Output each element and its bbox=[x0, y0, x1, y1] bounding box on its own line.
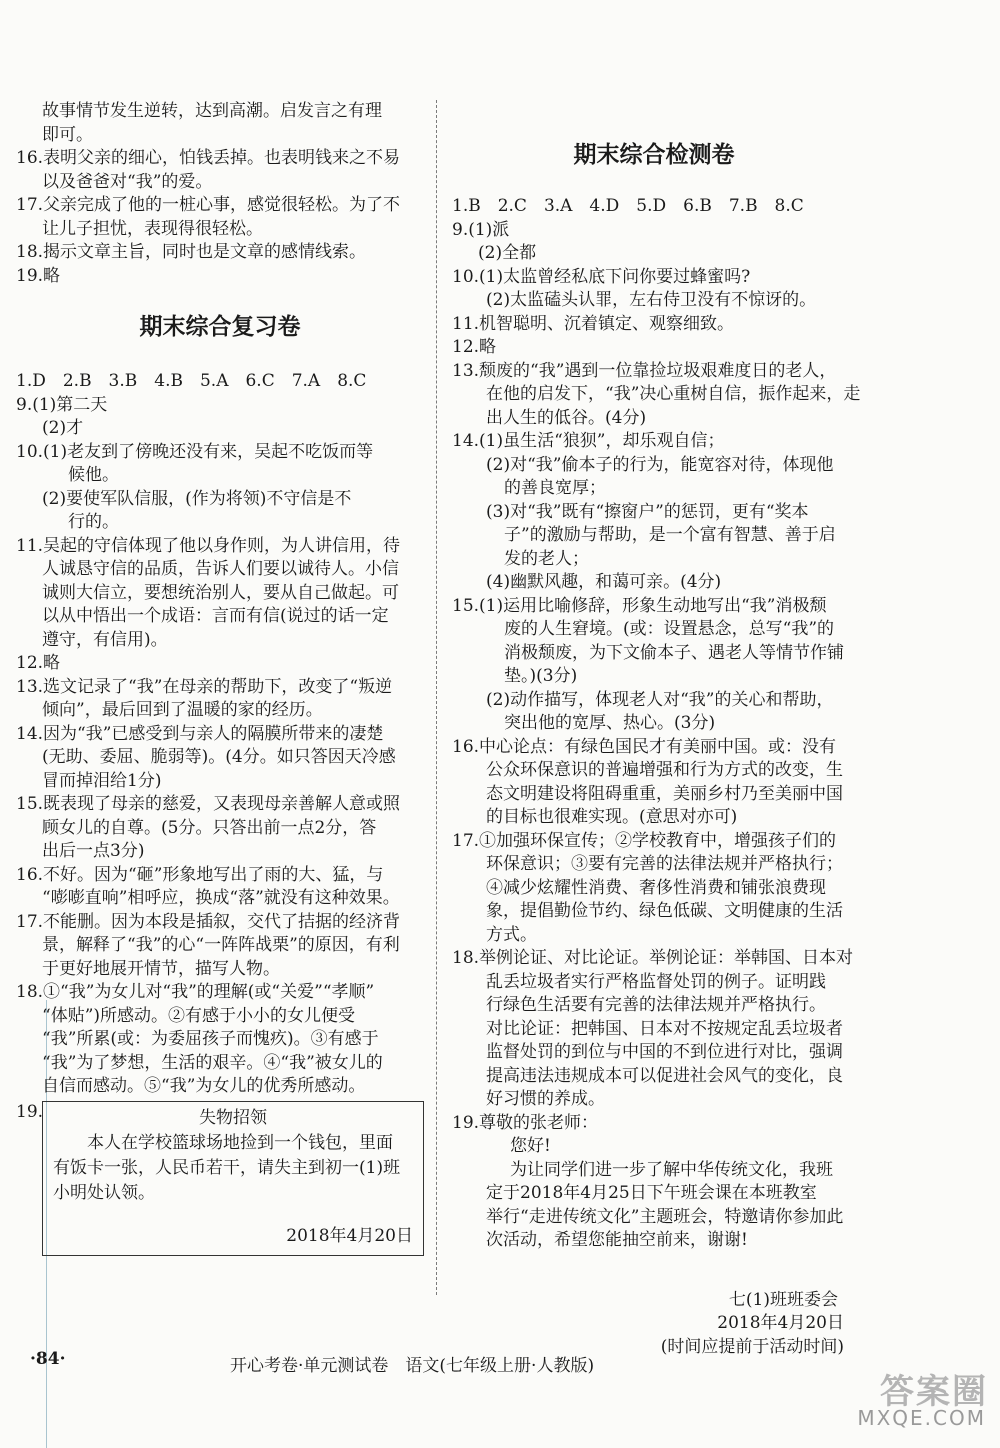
answer-line: (2)才 bbox=[42, 418, 84, 438]
answer-line: 1.D 2.B 3.B 4.B 5.A 6.C 7.A 8.C bbox=[16, 371, 367, 391]
answer-line: 16.表明父亲的细心，怕钱丢掉。也表明钱来之不易 bbox=[16, 148, 401, 168]
answer-line: 16.中心论点：有绿色国民才有美丽中国。或：没有 bbox=[452, 736, 837, 757]
answer-line: 17.父亲完成了他的一桩心事，感觉很轻松。为了不 bbox=[16, 195, 401, 215]
answer-line: 公众环保意识的普遍增强和行为方式的改变，生 bbox=[486, 760, 843, 780]
answer-line: 故事情节发生逆转，达到高潮。启发言之有理 bbox=[42, 101, 382, 121]
answer-line: 诚则大信立，要想统治别人，要从自己做起。可 bbox=[42, 582, 399, 603]
answer-line: 1.B 2.C 3.A 4.D 5.D 6.B 7.B 8.C bbox=[452, 196, 804, 216]
answer-line: “我”为了梦想，生活的艰辛。④“我”被女儿的 bbox=[42, 1052, 383, 1073]
answer-line: 象，提倡勤俭节约、绿色低碳、文明健康的生活 bbox=[486, 901, 843, 921]
answer-line: ④减少炫耀性消费、奢侈性消费和铺张浪费现 bbox=[486, 877, 826, 898]
answer-line: 遵守，有信用)。 bbox=[42, 629, 168, 650]
answer-line: 景，解释了“我”的心“一阵阵战栗”的原因，有利 bbox=[42, 935, 400, 955]
answer-line: 18.①“我”为女儿对“我”的理解(或“关爱”“孝顺” bbox=[16, 982, 375, 1002]
answer-line: (2)太监磕头认罪，左右侍卫没有不惊讶的。 bbox=[486, 290, 817, 310]
answer-line: 19.略 bbox=[16, 265, 61, 286]
answer-line: 于更好地展开情节，描写人物。 bbox=[42, 958, 280, 979]
answer-line: 10.(1)太监曾经私底下问你要过蜂蜜吗? bbox=[452, 266, 751, 287]
watermark-logo: 答案圈 bbox=[880, 1372, 988, 1412]
answer-line: (2)全都 bbox=[478, 243, 537, 263]
answer-line: 12.略 bbox=[16, 653, 61, 673]
notice-date: 2018年4月20日 bbox=[286, 1225, 413, 1246]
answer-line: 出后一点3分) bbox=[42, 841, 145, 861]
answer-line: 冒而掉泪给1分) bbox=[42, 770, 162, 791]
answer-line: 倾向”，最后回到了温暖的家的经历。 bbox=[42, 700, 323, 720]
answer-line: 突出他的宽厚、热心。(3分) bbox=[504, 713, 716, 733]
answer-line: (2)要使军队信服，(作为将领)不守信是不 bbox=[42, 488, 352, 509]
answer-line: “我”所累(或：为委屈孩子而愧疚)。③有感于 bbox=[42, 1029, 379, 1049]
column-divider bbox=[436, 100, 437, 1295]
page-number: ·84· bbox=[30, 1349, 66, 1369]
notice-body-line: 本人在学校篮球场地捡到一个钱包，里面 bbox=[53, 1132, 393, 1153]
watermark-url: MXQE.COM bbox=[857, 1406, 986, 1430]
right-answers bbox=[452, 195, 861, 1112]
answer-line: (2)对“我”偷本子的行为，能宽容对待，体现他 bbox=[486, 454, 834, 475]
answer-line: 16.不好。因为“砸”形象地写出了雨的大、猛，与 bbox=[16, 864, 384, 885]
answer-line: 9.(1)第二天 bbox=[16, 394, 108, 415]
notice-body-line: 小明处认领。 bbox=[53, 1182, 155, 1203]
answer-line: (3)对“我”既有“擦窗户”的惩罚，更有“奖本 bbox=[486, 501, 809, 522]
answer-line: (2)动作描写，体现老人对“我”的关心和帮助， bbox=[486, 689, 834, 710]
right-section-heading: 期末综合检测卷 bbox=[573, 142, 735, 168]
answer-line: 17.①加强环保宣传；②学校教育中，增强孩子们的 bbox=[452, 830, 837, 851]
answer-line: 15.既表现了母亲的慈爱，又表现母亲善解人意或照 bbox=[16, 794, 401, 814]
answer-line: 14.(1)虽生活“狼狈”，却乐观自信； bbox=[452, 431, 725, 451]
answer-line: 18.举例论证、对比论证。举例论证：举韩国、日本对 bbox=[452, 948, 854, 968]
answer-line: “体贴”)所感动。②有感于小小的女儿便受 bbox=[42, 1005, 356, 1026]
notice-body-line: 有饭卡一张，人民币若干，请失主到初一(1)班 bbox=[53, 1157, 401, 1178]
left-answers bbox=[16, 370, 424, 1099]
answer-line: 对比论证：把韩国、日本对不按规定乱丢垃圾者 bbox=[486, 1018, 843, 1039]
answer-line: 环保意识；③要有完善的法律法规并严格执行； bbox=[486, 854, 843, 874]
answer-line: 12.略 bbox=[452, 337, 497, 357]
answer-line: 态文明建设将阻碍重重，美丽乡村乃至美丽中国 bbox=[486, 783, 843, 804]
answer-line: 消极颓废，为下文偷本子、遇老人等情节作铺 bbox=[504, 642, 844, 663]
answer-line: 的目标也很难实现。(意思对亦可) bbox=[486, 807, 738, 827]
answer-line: 子”的激励与帮助，是一个富有智慧、善于启 bbox=[504, 525, 836, 545]
answer-line: (4)幽默风趣，和蔼可亲。(4分) bbox=[486, 572, 722, 592]
answer-line: 废的人生窘境。(或：设置悬念，总写“我”的 bbox=[504, 619, 835, 639]
answer-line: 15.(1)运用比喻修辞，形象生动地写出“我”消极颓 bbox=[452, 595, 827, 616]
answer-line: 行绿色生活要有完善的法律法规并严格执行。 bbox=[486, 995, 826, 1015]
left-section-heading: 期末综合复习卷 bbox=[139, 314, 301, 340]
answer-line: 方式。 bbox=[486, 924, 537, 945]
invitation-letter bbox=[452, 1112, 856, 1360]
letter-note: (时间应提前于活动时间) bbox=[660, 1336, 844, 1357]
answer-line: (无助、委屈、脆弱等)。(4分。如只答因天冷感 bbox=[42, 747, 396, 767]
answer-line: 好习惯的养成。 bbox=[486, 1089, 605, 1109]
answer-line: 提高违法违规成本可以促进社会风气的变化，良 bbox=[486, 1065, 843, 1086]
letter-date: 2018年4月20日 bbox=[717, 1313, 844, 1333]
answer-line: 以及爸爸对“我”的爱。 bbox=[42, 171, 213, 192]
answer-line: 13.选文记录了“我”在母亲的帮助下，改变了“叛逆 bbox=[16, 676, 393, 697]
answer-line: “嘭嘭直响”相呼应，换成“落”就没有这种效果。 bbox=[42, 888, 400, 908]
answer-line: 自信而感动。⑤“我”为女儿的优秀所感动。 bbox=[42, 1076, 366, 1096]
answer-line: 发的老人； bbox=[504, 548, 589, 569]
notice-title: 失物招领 bbox=[199, 1107, 267, 1128]
answer-line: 11.吴起的守信体现了他以身作则，为人讲信用，待 bbox=[16, 535, 401, 556]
answer-line: 18.揭示文章主旨，同时也是文章的感情线索。 bbox=[16, 242, 367, 262]
book-title: 开心考卷·单元测试卷 语文(七年级上册·人教版) bbox=[230, 1356, 595, 1376]
answer-line: 让儿子担忧，表现得很轻松。 bbox=[42, 218, 263, 239]
answer-line: 的善良宽厚； bbox=[504, 478, 606, 498]
answer-line: 行的。 bbox=[68, 512, 119, 532]
answer-line: 候他。 bbox=[68, 465, 119, 485]
lost-and-found-answer bbox=[16, 1101, 424, 1256]
letter-body-line: 次活动，希望您能抽空前来，谢谢! bbox=[486, 1230, 748, 1250]
answer-line: 在他的启发下，“我”决心重树自信，振作起来，走 bbox=[486, 384, 861, 404]
answer-line: 出人生的低谷。(4分) bbox=[486, 407, 647, 428]
letter-greeting: 19.尊敬的张老师： bbox=[452, 1112, 599, 1133]
answer-line: 即可。 bbox=[42, 124, 93, 145]
answer-line: 乱丢垃圾者实行严格监督处罚的例子。证明践 bbox=[486, 971, 826, 992]
answer-line: 监督处罚的到位与中国的不到位进行对比，强调 bbox=[486, 1042, 843, 1062]
letter-hello: 您好! bbox=[510, 1136, 551, 1156]
letter-signature: 七(1)班班委会 bbox=[728, 1289, 838, 1310]
answer-line: 14.因为“我”已感受到与亲人的隔膜所带来的凄楚 bbox=[16, 723, 384, 744]
answer-line: 13.颓废的“我”遇到一位靠捡垃圾艰难度日的老人， bbox=[452, 360, 837, 381]
answer-line: 17.不能删。因为本段是插叙，交代了拮据的经济背 bbox=[16, 911, 401, 932]
answer-line: 以从中悟出一个成语：言而有信(说过的话一定 bbox=[42, 606, 389, 626]
letter-body-line: 定于2018年4月25日下午班会课在本班教室 bbox=[486, 1183, 817, 1203]
answer-line: 垫。)(3分) bbox=[504, 666, 578, 686]
answer-line: 11.机智聪明、沉着镇定、观察细致。 bbox=[452, 313, 735, 334]
letter-body-line: 为让同学们进一步了解中华传统文化，我班 bbox=[510, 1159, 833, 1180]
letter-body-line: 举行“走进传统文化”主题班会，特邀请你参加此 bbox=[486, 1206, 844, 1227]
answer-line: 顾女儿的自尊。(5分。只答出前一点2分，答 bbox=[42, 817, 377, 838]
answer-line: 9.(1)派 bbox=[452, 219, 510, 240]
right-column bbox=[452, 100, 861, 1359]
answer-line: 10.(1)老友到了傍晚还没有来，吴起不吃饭而等 bbox=[16, 441, 374, 462]
left-intro-answers bbox=[16, 100, 424, 288]
answer-line: 人诚恳守信的品质，告诉人们要以诚待人。小信 bbox=[42, 559, 399, 579]
left-column bbox=[16, 100, 424, 1256]
lost-and-found-notice bbox=[42, 1101, 424, 1256]
notice-number: 19. bbox=[16, 1101, 44, 1122]
site-watermark bbox=[824, 1372, 1000, 1444]
